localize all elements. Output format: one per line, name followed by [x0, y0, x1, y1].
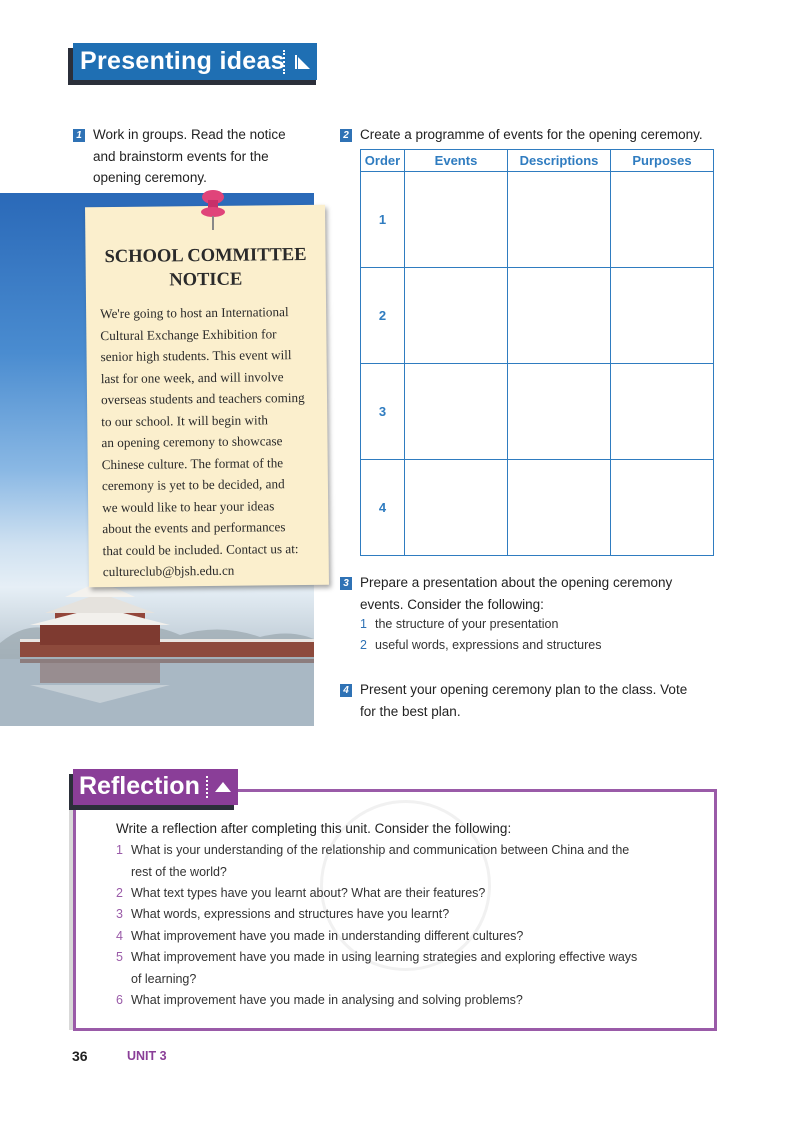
reflection-item: 1 What is your understanding of the relationship and communication between China and the rest of the world?	[116, 843, 630, 879]
reflection-item: 3 What words, expressions and structures have you learnt?	[116, 907, 450, 921]
table-header-row	[361, 150, 714, 172]
purposes-cell[interactable]	[611, 460, 714, 556]
header-order: Order	[361, 150, 405, 172]
reflection-item: 5 What improvement have you made in using learning strategies and exploring effective ways of learning?	[116, 950, 638, 986]
header-descriptions: Descriptions	[508, 150, 611, 172]
order-cell: 2	[361, 268, 405, 364]
reflection-item: 2 What text types have you learnt about? What are their features?	[116, 886, 486, 900]
task-2-text: Create a programme of events for the opening ceremony.	[360, 127, 703, 142]
events-cell[interactable]	[405, 172, 508, 268]
task-4-text: Present your opening ceremony plan to the class. Vote for the best plan.	[360, 682, 688, 719]
task-3-item: 1 the structure of your presentation	[360, 617, 559, 631]
reflection-separator	[206, 776, 208, 798]
task-number-4: 4	[340, 684, 352, 697]
page-number: 36	[72, 1048, 88, 1064]
descriptions-cell[interactable]	[508, 364, 611, 460]
task-1-text: Work in groups. Read the notice and brainstorm events for the opening ceremony.	[93, 127, 286, 185]
triangle-up-icon	[215, 781, 231, 792]
table-row	[361, 268, 714, 364]
reflection-header	[73, 769, 238, 805]
header-separator	[283, 50, 285, 74]
order-cell: 3	[361, 364, 405, 460]
notice-title: SCHOOL COMMITTEE NOTICE	[104, 244, 307, 291]
table-row	[361, 460, 714, 556]
task-3-text: Prepare a presentation about the opening ceremony events. Consider the following:	[360, 575, 673, 612]
reflection-item: 6 What improvement have you made in analysing and solving problems?	[116, 993, 523, 1007]
notice-card	[85, 205, 329, 587]
section-header	[73, 43, 317, 80]
reflection-intro: Write a reflection after completing this unit. Consider the following:	[116, 821, 512, 836]
header-events: Events	[405, 150, 508, 172]
unit-label: UNIT 3	[127, 1049, 167, 1063]
reflection-title: Reflection	[79, 772, 200, 800]
task-3-item: 2 useful words, expressions and structures	[360, 638, 602, 652]
events-cell[interactable]	[405, 268, 508, 364]
pushpin-icon	[193, 188, 233, 232]
purposes-cell[interactable]	[611, 172, 714, 268]
header-purposes: Purposes	[611, 150, 714, 172]
task-number-3: 3	[340, 577, 352, 590]
triangle-corner-icon	[293, 52, 313, 72]
programme-table	[360, 149, 714, 556]
task-number-2: 2	[340, 129, 352, 142]
table-row	[361, 364, 714, 460]
descriptions-cell[interactable]	[508, 460, 611, 556]
descriptions-cell[interactable]	[508, 268, 611, 364]
events-cell[interactable]	[405, 364, 508, 460]
descriptions-cell[interactable]	[508, 172, 611, 268]
purposes-cell[interactable]	[611, 268, 714, 364]
order-cell: 4	[361, 460, 405, 556]
order-cell: 1	[361, 172, 405, 268]
notice-body: We're going to host an International Cultural Exchange Exhibition for senior high students. This event will last for one week, and will involve overseas students and teachers coming to our school. It will begin with an opening ceremony to showcase Chinese culture. The format of the ceremony is yet to be decided, and we would like to hear your ideas about the events and performances that could be included. Contact us at: cultureclub@bjsh.edu.cn	[100, 304, 305, 580]
events-cell[interactable]	[405, 460, 508, 556]
purposes-cell[interactable]	[611, 364, 714, 460]
section-title: Presenting ideas	[80, 47, 285, 75]
task-number-1: 1	[73, 129, 85, 142]
reflection-item: 4 What improvement have you made in understanding different cultures?	[116, 929, 524, 943]
table-row	[361, 172, 714, 268]
